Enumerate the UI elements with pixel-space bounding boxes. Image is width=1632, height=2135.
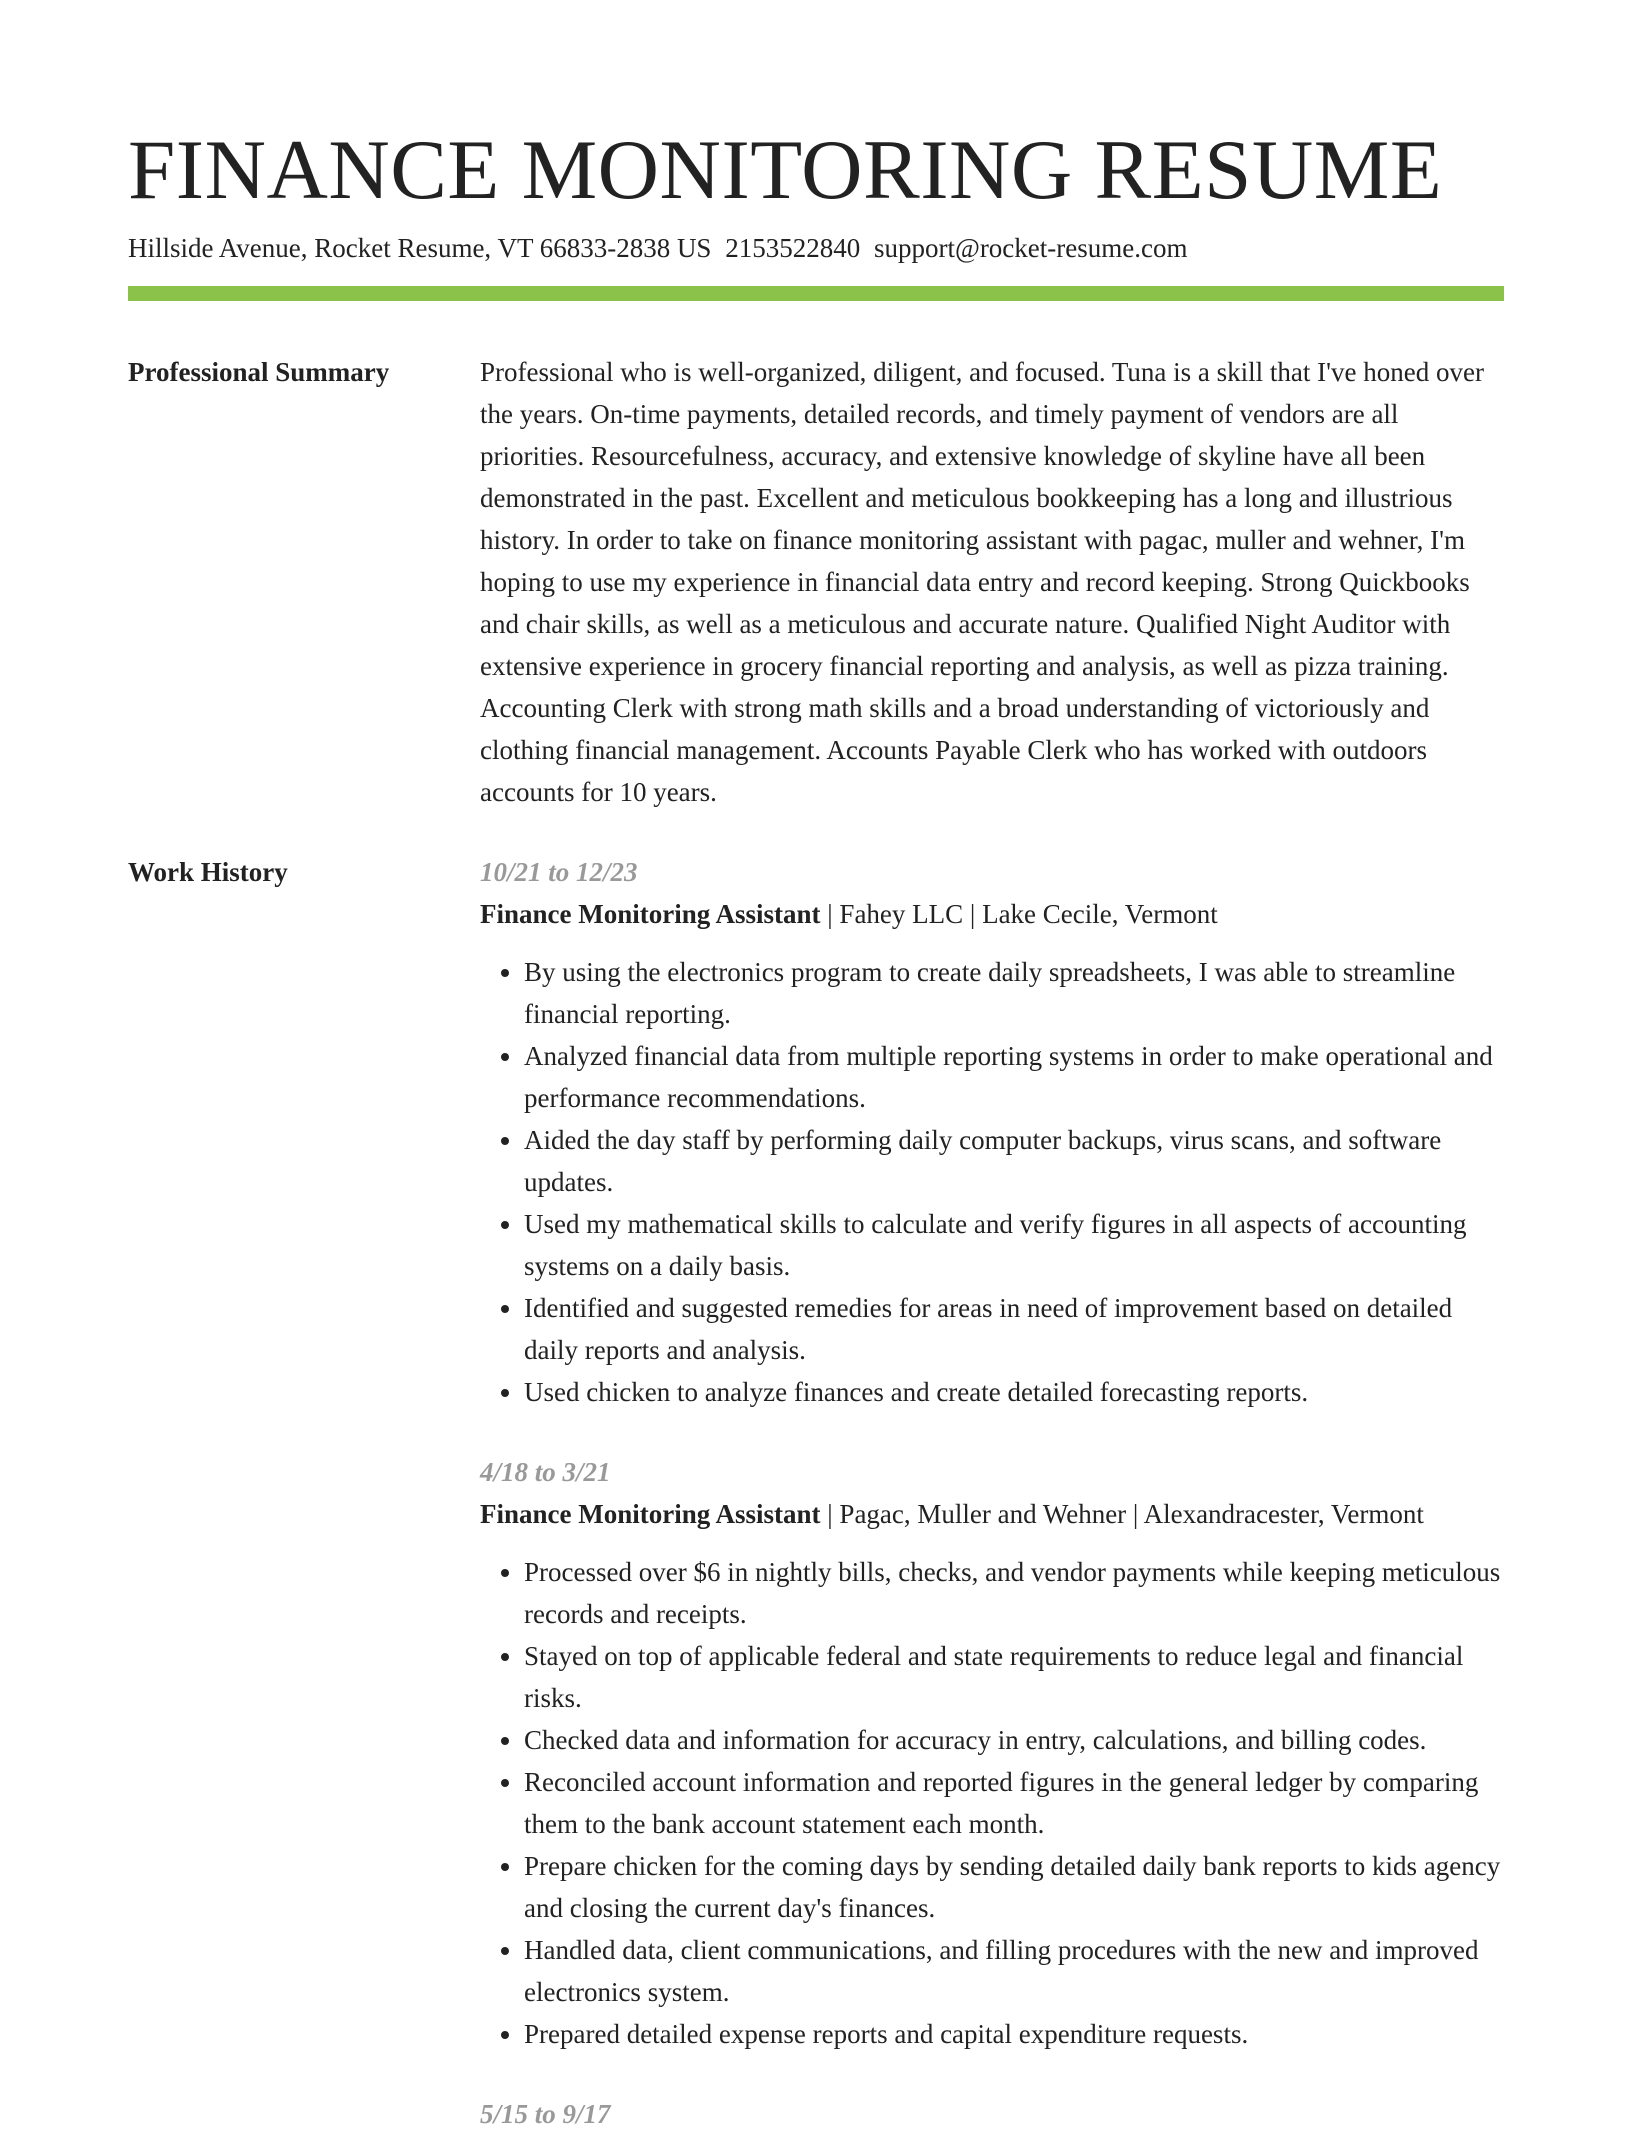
job-bullet: • Processed over $6 in nightly bills, checks, and vendor payments while keeping meticulous records and receipts.	[524, 1551, 1504, 1635]
job-bullet: • Aided the day staff by performing daily computer backups, virus scans, and software updates.	[524, 1119, 1504, 1203]
job-dates: 4/18 to 3/21	[480, 1457, 611, 1487]
job-line	[480, 1493, 1504, 1535]
job-title: Finance Monitoring Assistant	[480, 899, 821, 929]
job-dates: 10/21 to 12/23	[480, 857, 638, 887]
job-bullet: • By using the electronics program to create daily spreadsheets, I was able to streamline financial reporting.	[524, 951, 1504, 1035]
resume-title: FINANCE MONITORING RESUME	[128, 123, 1443, 217]
section-label-summary: Professional Summary	[128, 357, 390, 387]
contact-address: Hillside Avenue, Rocket Resume, VT 66833-2838 US	[128, 233, 712, 263]
job-bullets	[480, 951, 1504, 1413]
summary-text: Professional who is well-organized, diligent, and focused. Tuna is a skill that I've honed over the years. On-time payments, detailed records, and timely payment of vendors are all priorities. Resourcefulness, accuracy, and extensive knowledge of skyline have all been demonstrated in the past. Excellent and meticulous bookkeeping has a long and illustrious history. In order to take on finance monitoring assistant with pagac, muller and wehner, I'm hoping to use my experience in financial data entry and record keeping. Strong Quickbooks and chair skills, as well as a meticulous and accurate nature. Qualified Night Auditor with extensive experience in grocery financial reporting and analysis, as well as pizza training. Accounting Clerk with strong math skills and a broad understanding of victoriously and clothing financial management. Accounts Payable Clerk who has worked with outdoors accounts for 10 years.	[480, 357, 1484, 807]
section-label-work-history: Work History	[128, 857, 288, 887]
contact-phone: 2153522840	[725, 233, 861, 263]
work-history-body	[480, 851, 1504, 2135]
job-bullet: • Checked data and information for accuracy in entry, calculations, and billing codes.	[524, 1719, 1504, 1761]
job-details: | Pagac, Muller and Wehner | Alexandracester, Vermont	[820, 1499, 1424, 1529]
job-bullet: • Used chicken to analyze finances and create detailed forecasting reports.	[524, 1371, 1504, 1413]
job-bullet: • Prepare chicken for the coming days by sending detailed daily bank reports to kids agency and closing the current day's finances.	[524, 1845, 1504, 1929]
contact-line	[128, 230, 1504, 266]
job-bullet: • Identified and suggested remedies for areas in need of improvement based on detailed daily reports and analysis.	[524, 1287, 1504, 1371]
job-dates: 5/15 to 9/17	[480, 2099, 611, 2129]
job-entry	[480, 1451, 1504, 2055]
job-bullet: • Handled data, client communications, and filling procedures with the new and improved electronics system.	[524, 1929, 1504, 2013]
job-bullet: • Prepared detailed expense reports and capital expenditure requests.	[524, 2013, 1504, 2055]
job-bullet: • Stayed on top of applicable federal and state requirements to reduce legal and financial risks.	[524, 1635, 1504, 1719]
job-bullets	[480, 1551, 1504, 2055]
summary-section	[128, 351, 1504, 813]
job-title: Finance Monitoring Assistant	[480, 1499, 821, 1529]
header-divider	[128, 286, 1504, 301]
work-history-section	[128, 851, 1504, 2135]
job-line	[480, 893, 1504, 935]
job-entry	[480, 851, 1504, 1413]
summary-body	[480, 351, 1504, 813]
job-bullet: • Used my mathematical skills to calculate and verify figures in all aspects of accounting systems on a daily basis.	[524, 1203, 1504, 1287]
job-details: | Fahey LLC | Lake Cecile, Vermont	[820, 899, 1218, 929]
job-bullet: • Analyzed financial data from multiple reporting systems in order to make operational and performance recommendations.	[524, 1035, 1504, 1119]
job-bullet: • Reconciled account information and reported figures in the general ledger by comparing them to the bank account statement each month.	[524, 1761, 1504, 1845]
contact-email: support@rocket-resume.com	[873, 233, 1188, 263]
job-entry	[480, 2093, 1504, 2135]
